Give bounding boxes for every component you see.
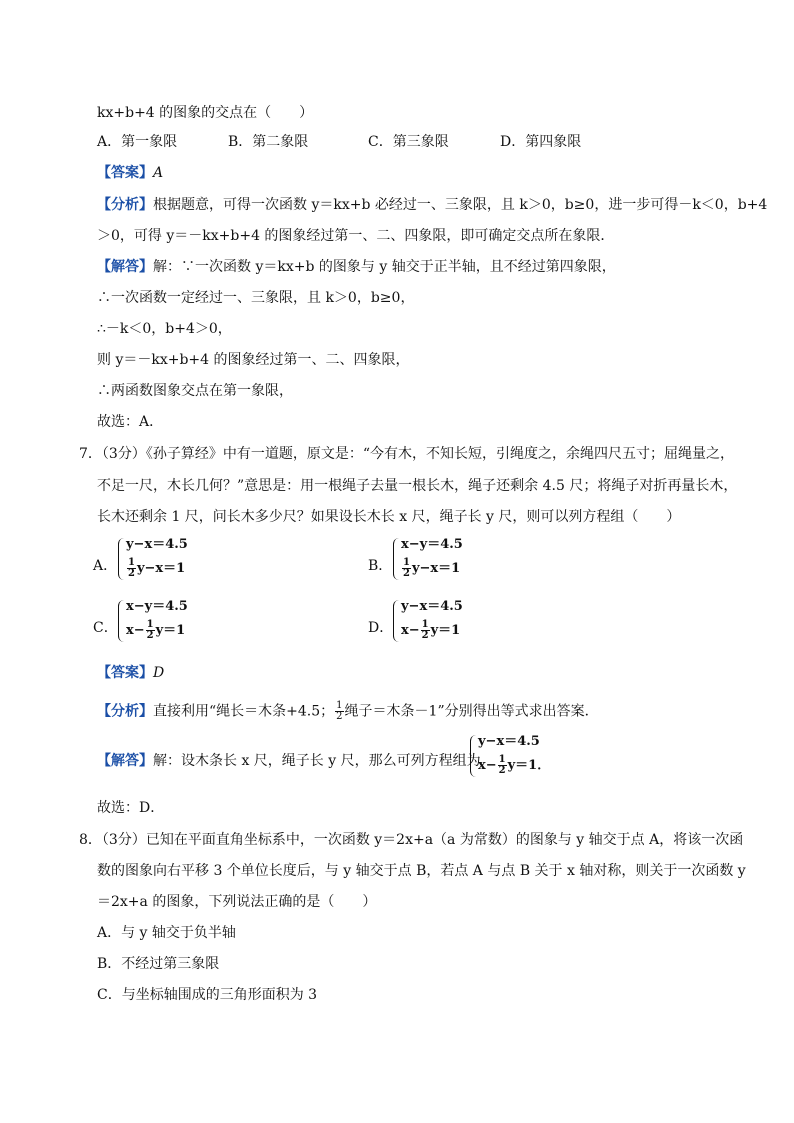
q7-answer	[97, 664, 164, 682]
brace	[393, 600, 400, 642]
q7-option-a-label: A．	[93, 558, 118, 574]
q8-option-c: C．与坐标轴围成的三角形面积为 3	[97, 987, 318, 1003]
q6-answer	[97, 164, 163, 182]
answer-value: A	[153, 165, 164, 181]
analysis-tag: 【分析】	[97, 703, 153, 720]
solution-tag: 【解答】	[97, 753, 153, 769]
analysis-pre: 直接利用“绳长＝木条+4.5；	[153, 703, 335, 720]
q7-option-b-label: B．	[368, 558, 393, 574]
q7-line3: 长木还剩余 1 尺，问长木多少尺？如果设长木长 x 尺，绳子长 y 尺，则可以列方程组（ ）	[97, 509, 681, 525]
q8-option-b: B．不经过第三象限	[97, 956, 220, 972]
q7-line2: 不足一尺，木长几何？”意思是：用一根绳子去量一根长木，绳子还剩余 4.5 尺；将绳子对折再量长木，	[97, 478, 738, 494]
solution-text: 解：∵一次函数 y＝kx+b 的图象与 y 轴交于正半轴，且不经过第四象限，	[153, 259, 616, 275]
brace	[470, 735, 477, 777]
brace	[118, 538, 125, 580]
answer-value: D	[153, 665, 165, 681]
q6-solution-line5: ∴两函数图象交点在第一象限，	[97, 383, 293, 399]
equation-1: y−x＝4.5	[401, 599, 463, 614]
answer-tag: 【答案】	[97, 665, 153, 681]
q7-choose: 故选：D．	[97, 800, 165, 816]
equation-1: y−x＝4.5	[478, 734, 540, 749]
equation-1: x−y＝4.5	[126, 599, 188, 614]
q6-solution-line3: ∴－k＜0，b+4＞0，	[97, 321, 232, 337]
q6-solution-line4: 则 y＝－kx+b+4 的图象经过第一、二、四象限，	[97, 352, 410, 368]
q6-analysis-line1	[97, 196, 767, 214]
fraction-half: $\frac{1}{2}$	[336, 700, 343, 722]
solution-text: 解：设木条长 x 尺，绳子长 y 尺，那么可列方程组为	[153, 753, 481, 769]
q7-line1: 7．（3分）《孙子算经》中有一道题，原文是：“今有木，不知长短，引绳度之，余绳四尺五寸；屈绳量之，	[79, 446, 734, 462]
q8-line3: ＝2x+a 的图象，下列说法正确的是（ ）	[97, 894, 377, 910]
q6-stem-tail: kx+b+4 的图象的交点在（ ）	[97, 105, 314, 121]
q6-option-d: D．第四象限	[500, 134, 582, 150]
q7-option-c-label: C．	[93, 620, 118, 636]
equation-2: $\frac{1}{2}$ y−x＝1	[128, 557, 186, 579]
analysis-post: 绳子＝木条－1”分别得出等式求出答案．	[344, 703, 599, 720]
q6-option-c: C．第三象限	[368, 134, 449, 150]
brace	[118, 600, 125, 642]
equation-2: x− $\frac{1}{2}$ y＝1	[401, 619, 461, 641]
q7-solution	[97, 752, 481, 770]
q8-line2: 数的图象向右平移 3 个单位长度后，与 y 轴交于点 B，若点 A 与点 B 关于 x 轴对称，则关于一次函数 y	[97, 863, 746, 879]
analysis-text: 根据题意，可得一次函数 y＝kx+b 必经过一、三象限，且 k＞0，b≥0，进一步可得－k＜0，b+4	[153, 197, 768, 213]
equation-1: y−x＝4.5	[126, 537, 188, 552]
q6-analysis-line2: ＞0，可得 y＝－kx+b+4 的图象经过第一、二、四象限，即可确定交点所在象限．	[97, 228, 615, 244]
q7-option-d-label: D．	[368, 620, 394, 636]
equation-2: x− $\frac{1}{2}$ y＝1	[126, 619, 186, 641]
q8-line1: 8．（3分）已知在平面直角坐标系中，一次函数 y＝2x+a（a 为常数）的图象与 y 轴交于点 A，将该一次函	[79, 832, 744, 848]
q6-choose: 故选：A．	[97, 414, 164, 430]
answer-tag: 【答案】	[97, 165, 153, 181]
q6-option-a: A．第一象限	[97, 134, 178, 150]
equation-2: x− $\frac{1}{2}$ y＝1．	[478, 754, 551, 776]
q6-solution-line1	[97, 258, 616, 276]
equation-2: $\frac{1}{2}$ y−x＝1	[403, 557, 461, 579]
analysis-tag: 【分析】	[97, 197, 153, 213]
solution-tag: 【解答】	[97, 259, 153, 275]
equation-1: x−y＝4.5	[401, 537, 463, 552]
q6-solution-line2: ∴一次函数一定经过一、三象限，且 k＞0，b≥0，	[97, 290, 415, 306]
q6-option-b: B．第二象限	[228, 134, 309, 150]
brace	[393, 538, 400, 580]
q7-analysis	[97, 701, 599, 722]
q8-option-a: A．与 y 轴交于负半轴	[97, 925, 236, 941]
